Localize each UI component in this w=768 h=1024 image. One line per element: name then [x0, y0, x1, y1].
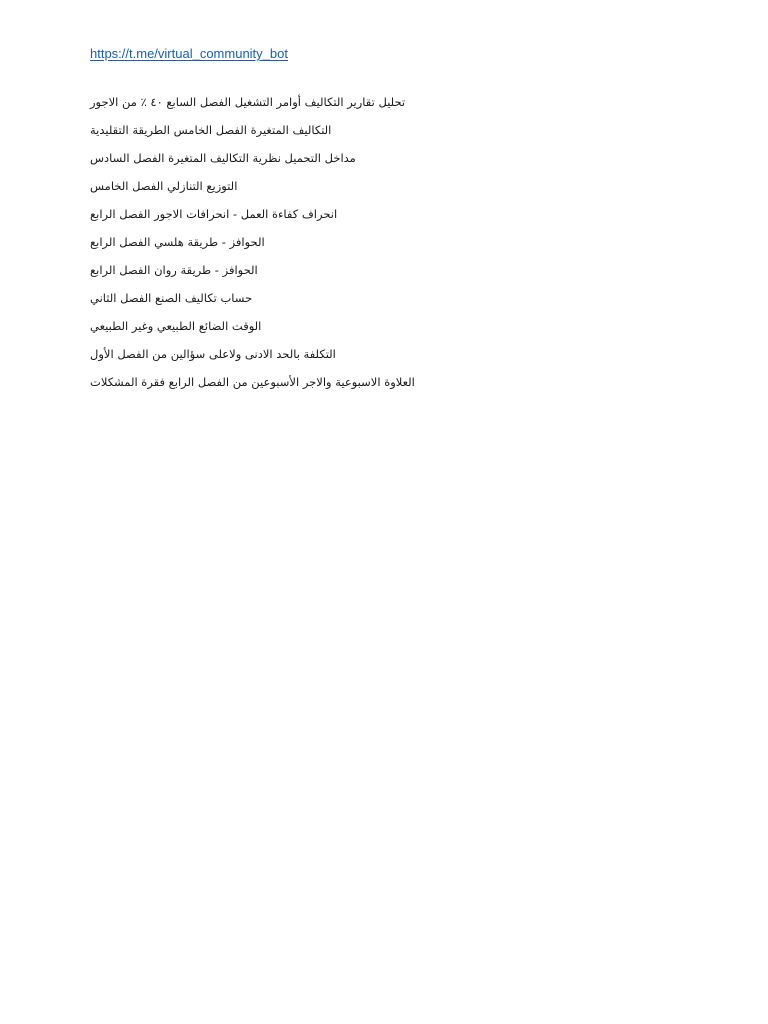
topic-line: التكلفة بالحد الادنى ولاعلى سؤالين من الفصل الأول — [90, 347, 336, 361]
telegram-link[interactable]: https://t.me/virtual_community_bot — [90, 46, 288, 61]
topic-line: حساب تكاليف الصنع الفصل الثاني — [90, 291, 253, 305]
topic-line: الوقت الضائع الطبيعي وغير الطبيعي — [90, 319, 262, 333]
topic-line: التوزيع التنازلي الفصل الخامس — [90, 179, 238, 193]
topic-list — [90, 92, 415, 400]
topic-line: التكاليف المتغيرة الفصل الخامس الطريقة التقليدية — [90, 123, 332, 137]
topic-line: الحوافز - طريقة روان الفصل الرابع — [90, 263, 258, 277]
topic-line: الحوافز - طريقة هلسي الفصل الرابع — [90, 235, 265, 249]
topic-line: العلاوة الاسبوعية والاجر الأسبوعين من الفصل الرابع فقرة المشكلات — [90, 375, 415, 389]
topic-line: تحليل تقارير التكاليف أوامر التشغيل الفصل السابع ٤٠ ٪ من الاجور — [90, 95, 406, 109]
topic-line: انحراف كفاءة العمل - انحرافات الاجور الفصل الرابع — [90, 207, 338, 221]
topic-line: مداخل التحميل نظرية التكاليف المتغيرة الفصل السادس — [90, 151, 356, 165]
